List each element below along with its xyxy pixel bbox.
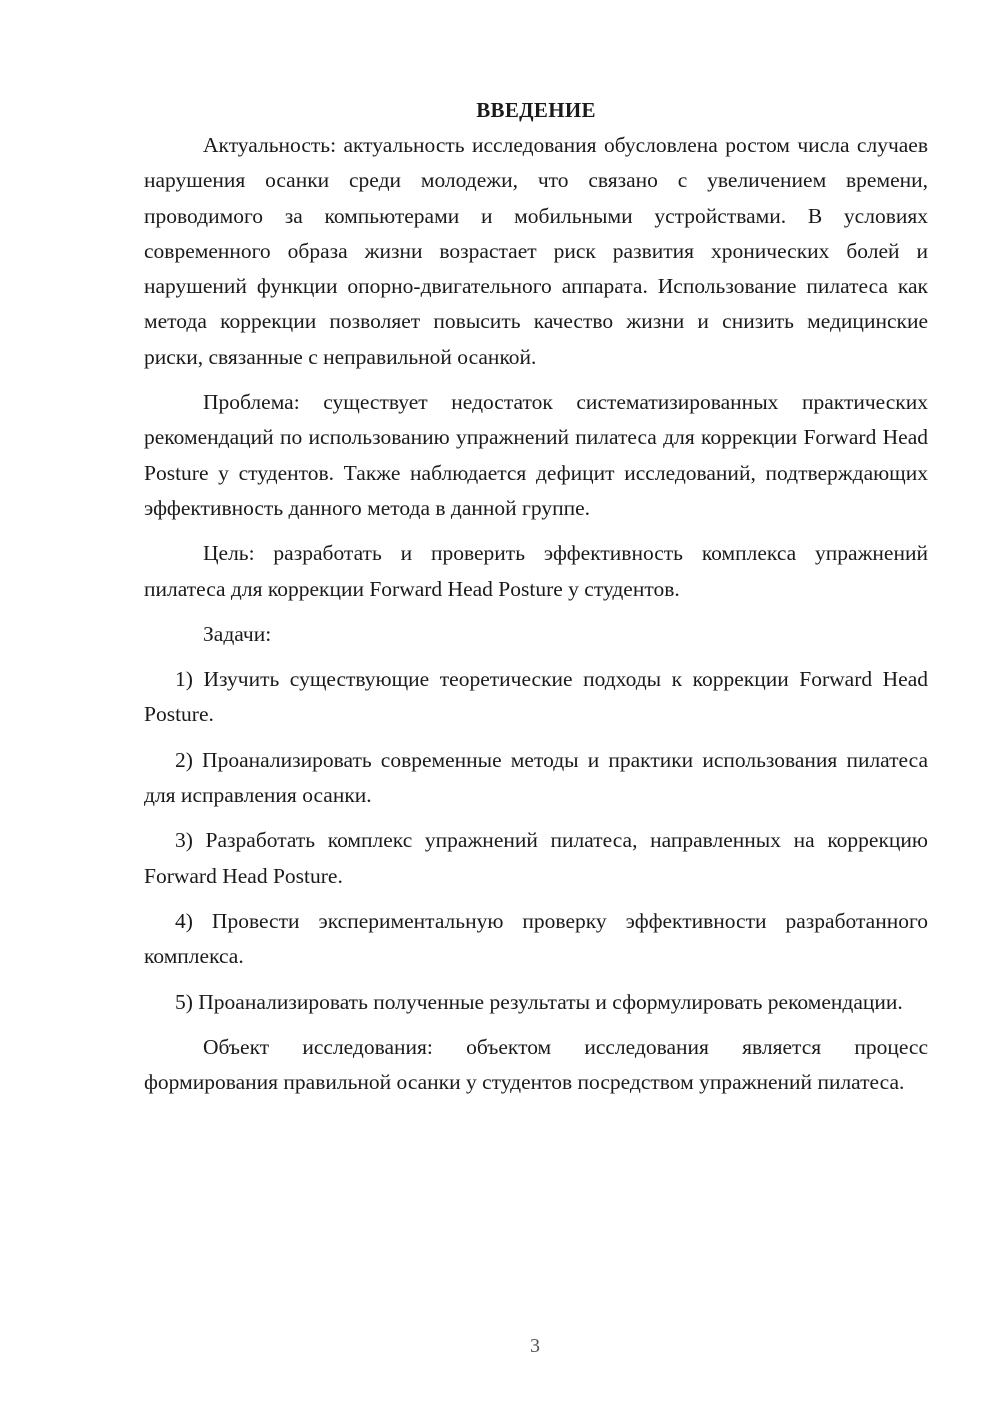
task-item-1: 1) Изучить существующие теоретические подходы к коррекции Forward Head Posture. — [144, 667, 928, 727]
paragraph-object: Объект исследования: объектом исследования является процесс формирования правильной осанки у студентов посредством упражнений пилатеса. — [144, 1034, 928, 1095]
page-number: 3 — [530, 1335, 540, 1357]
task-item-5: 5) Проанализировать полученные результаты и сформулировать рекомендации. — [175, 989, 903, 1014]
paragraph-goal: Цель: разработать и проверить эффективность комплекса упражнений пилатеса для коррекции Forward Head Posture у студентов. — [144, 541, 928, 601]
tasks-label: Задачи: — [203, 621, 272, 646]
task-item-4: 4) Провести экспериментальную проверку эффективности разработанного комплекса. — [144, 908, 928, 969]
paragraph-problem: Проблема: существует недостаток систематизированных практических рекомендаций по использованию упражнений пилатеса для коррекции Forward Head Posture у студентов. Также наблюдается дефицит исследований, подтверждающих эффективность данного метода в данной группе. — [144, 390, 928, 520]
paragraph-relevance: Актуальность: актуальность исследования обусловлена ростом числа случаев нарушения осанки среди молодежи, что связано с увеличением времени, проводимого за компьютерами и мобильными устройствами. В условиях современного образа жизни возрастает риск развития хронических болей и нарушений функции опорно-двигательного аппарата. Использование пилатеса как метода коррекции позволяет повысить качество жизни и снизить медицинские риски, связанные с неправильной осанкой. — [144, 133, 928, 369]
task-item-2: 2) Проанализировать современные методы и практики использования пилатеса для исправления осанки. — [144, 747, 928, 808]
section-heading: ВВЕДЕНИЕ — [476, 98, 596, 122]
task-item-3: 3) Разработать комплекс упражнений пилатеса, направленных на коррекцию Forward Head Posture. — [144, 828, 928, 888]
page-content — [144, 92, 928, 1100]
